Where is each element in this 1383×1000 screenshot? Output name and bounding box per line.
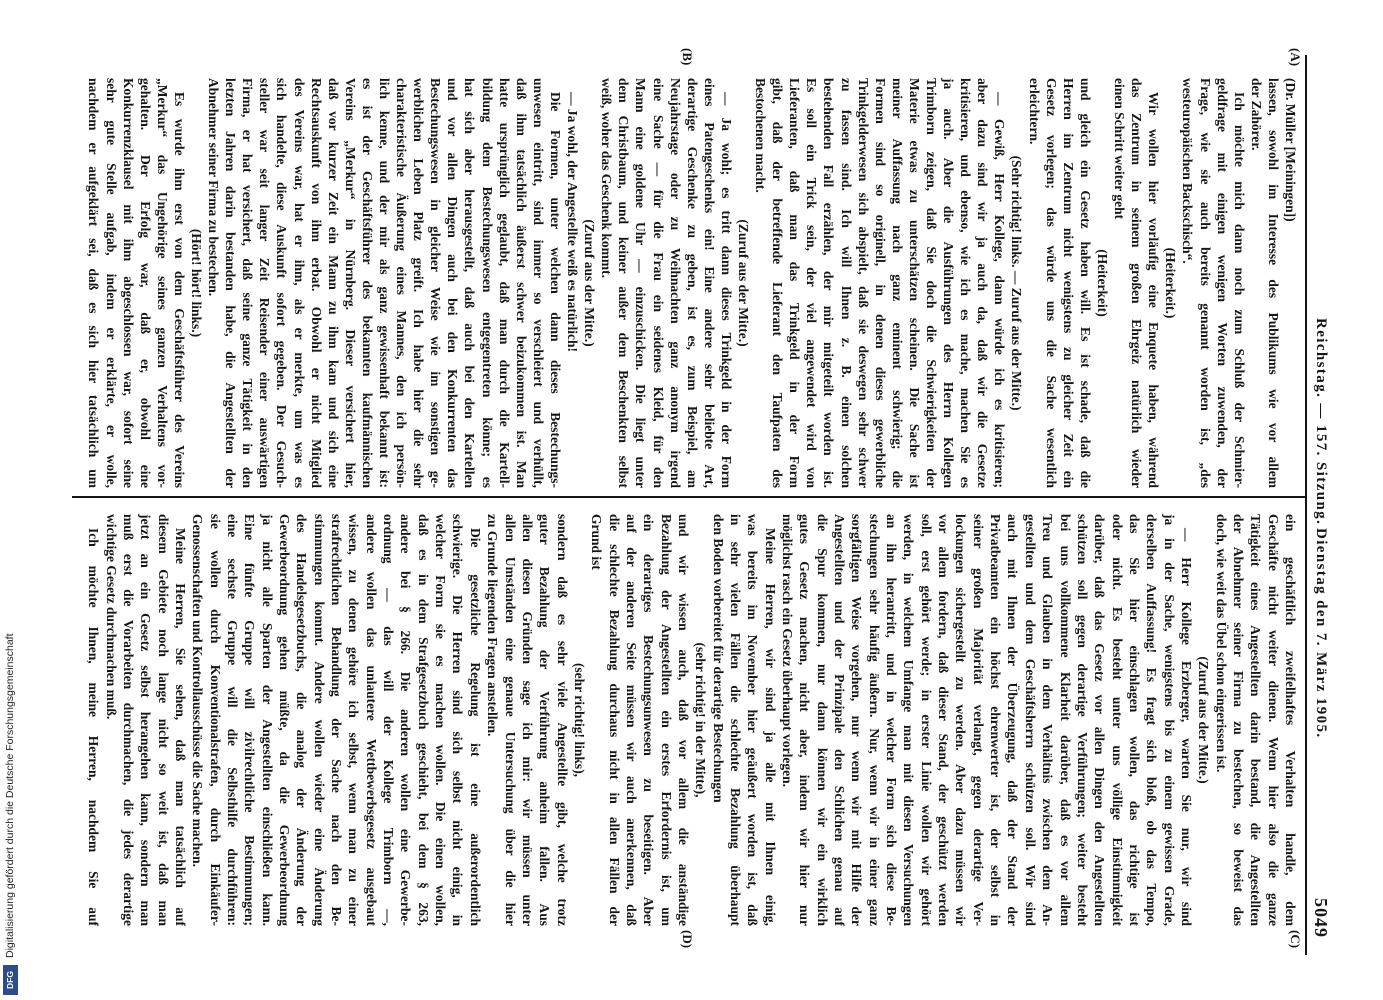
text-line: hatte ursprünglich geglaubt, daß man durch die Kartell- <box>496 78 512 488</box>
text-line: das Zentrum in seinem großen Ehrgeiz natürlich wieder <box>1129 78 1145 488</box>
text-line: Neujahrstage oder zu Weihnachten ganz anonym irgend <box>667 78 683 488</box>
text-line: Es soll ein Trick sein, der viel angewendet wird von <box>804 78 820 488</box>
text-line: diesem Gebiete noch lange nicht so weit ist, daß man <box>155 514 171 926</box>
text-line: Eine fünfte Gruppe will zivilrechtliche Bestimmungen; <box>242 514 258 926</box>
text-line: derselben Auffassung! Es fragt sich bloß, ob das Tempo, <box>1144 514 1160 926</box>
text-line: seiner großen Majorität verlangt, gegen derartige Ver- <box>970 514 986 926</box>
text-line: Bestochenen macht. <box>753 78 769 193</box>
text-line: derartige Geschenke zu geben, ist es, zum Beispiel, am <box>684 78 700 488</box>
text-line: Ich möchte mich dann noch zum Schluß der Schmier- <box>1231 92 1247 488</box>
text-line: weiß, woher das Geschenk kommt. <box>599 78 615 279</box>
interjection-line: (Hört! hört! links.) <box>189 228 204 338</box>
text-line: den Boden vorbereitet für derartige Bestechungen <box>710 514 726 803</box>
column-separator <box>72 496 1305 498</box>
text-line: an ihn herantritt, und in welcher Form sich diese Be- <box>884 514 900 926</box>
text-line: sorgfältigen Weise vorgehen, nur wenn wir mit Hilfe der <box>849 514 865 926</box>
text-line: Materie etwas zu unterschätzen scheinen. Die Sache ist <box>906 78 922 488</box>
text-line: vor allem fordern, daß dieser Stand, der geschützt werden <box>936 514 952 926</box>
text-line: einen Schritt weiter geht <box>1112 78 1128 220</box>
text-line: Wir wollen hier vorläufig eine Enquete haben, während <box>1146 92 1162 488</box>
text-line: doch, wie weit das Übel schon eingerissen ist. <box>1213 514 1229 773</box>
text-line: lassen, sowohl im Interesse des Publikums wie vor allem <box>1265 78 1281 488</box>
dfg-logo <box>3 965 18 995</box>
text-line: bei uns vollkommene Klarheit darüber, daß es vor allem <box>1057 514 1073 926</box>
text-line: Grund ist <box>589 514 605 570</box>
text-line: dem Christbaum, und keiner außer dem Beschenkten selbst <box>616 78 632 488</box>
text-line: daß vor kurzer Zeit ein Mann zu ihm kam und sich eine <box>325 78 341 488</box>
text-line: Treu und Glauben in dem Verhältnis zwischen dem An- <box>1040 514 1056 926</box>
text-line: darüber, daß das Gesetz vor allen Dingen den Angestellten <box>1092 514 1108 926</box>
text-line: was bereits im November hier geäußert worden ist, daß <box>745 514 761 926</box>
text-line: ordnung — das will der Kollege Trimborn —, <box>381 514 397 926</box>
text-line: ja nicht alle Sparten der Angestellten einschließen kann. <box>259 514 275 926</box>
text-line: schwierige. Die Herren sind sich selbst nicht einig, in <box>450 514 466 926</box>
text-line: Ich möchte Ihnen, meine Herren, nachdem Sie auf <box>86 528 102 926</box>
text-line: Lieferanten, daß man das Trinkgeld in der Form <box>787 78 803 488</box>
text-line: Frage, wie sie auch bereits genannt worden ist, „des <box>1197 78 1213 488</box>
text-line: und vor allen Dingen auch bei den Konkurrenten das <box>445 78 461 488</box>
text-line: daß es in dem Strafgesetzbuch geschieht, bei dem § 263, <box>415 514 431 926</box>
text-line: Formen sind so originell, in denen dieses gewerbliche <box>872 78 888 488</box>
text-line: es ist der Geschäftsführer des bekannten kaufmännischen <box>359 78 375 488</box>
text-line: Trimborn zeigen, daß Sie doch die Schwierigkeiten der <box>924 78 940 488</box>
text-line: hat sich aber herausgestellt, daß auch bei den Kartellen <box>462 78 478 488</box>
text-line: stechungen sehr häufig äußern. Nur, wenn wir in einer ganz <box>866 514 882 926</box>
text-line: Es wurde ihm erst von dem Geschäftsführer des Vereins <box>171 92 187 488</box>
text-line: kritisieren, und ebenso, wie ich es mache, machen Sie es <box>958 78 974 488</box>
text-line: sich handelte, diese Auskunft sofort gegeben. Der Gesuch- <box>274 78 290 488</box>
interjection-line: (Zuruf aus der Mitte.) <box>736 219 751 347</box>
text-line: unwesen eintritt, sind immer so verschleiert und verhüllt, <box>530 78 546 488</box>
interjection-line: (Zuruf aus der Mitte.) <box>1196 656 1212 784</box>
page-number: 5049 <box>1311 898 1331 938</box>
text-line: Herren im Zentrum nicht wenigstens zu gleicher Zeit ein <box>1060 78 1076 488</box>
margin-marker-b: (B) <box>680 48 695 66</box>
text-line: Gesetz vorlegen; das würde uns die Sache wesentlich <box>1043 78 1059 488</box>
text-line: gestellten und dem Geschäftsherrn schützen soll. Wir sind <box>1022 514 1038 926</box>
text-line: strafrechtlichen Behandlung der Sache nach den Be- <box>329 514 345 926</box>
margin-marker-a: (A) <box>1288 48 1303 67</box>
text-line: Meine Herren, wir sind ja alle mit Ihnen einig, <box>762 528 778 926</box>
text-line: andere wollen das unlautere Wettbewerbsgesetz ausgebaut <box>363 514 379 926</box>
text-line: in sehr vielen Fällen die schlechte Bezahlung überhaupt <box>728 514 743 926</box>
interjection-line: (Heiterkeit.) <box>1163 247 1179 319</box>
text-line: ein derartiges Bestechungsunwesen zu beseitigen. Aber <box>641 514 657 926</box>
text-line: charakteristische Äußerung eines Mannes, den ich persön- <box>394 78 410 488</box>
text-line: westeuropäischen Backschisch“. <box>1180 78 1196 264</box>
text-line: — Ja wohl; es tritt dann dieses Trinkgeld in der Form <box>718 92 734 488</box>
text-line: meiner Auffassung nach ganz eminent schwierig; die <box>889 78 905 488</box>
text-line: eine Sache — für die Frau ein seidenes Kleid, für den <box>650 78 666 488</box>
text-line: zu fassen sind. Ich will Ihnen z. B. einen solchen <box>838 78 854 488</box>
text-line: Mann eine goldene Uhr — einzuschicken. Die liegt unter <box>633 78 649 488</box>
text-line: und wir wissen auch, daß vor allem die anständige <box>675 514 691 926</box>
text-line: daß ihm tatsächlich äußerst schwer beizukommen ist. Man <box>513 78 529 488</box>
text-line: werblichen Leben Platz greift. Ich habe hier die sehr <box>411 78 427 488</box>
digitization-credit: Digitalisierung gefördert durch die Deutsche Forschungsgemeinschaft <box>4 633 16 958</box>
text-line: Konkurrenzklausel mit ihm abgeschlossen war, sofort seine <box>120 78 136 488</box>
text-line: Geschäfte nicht weiter dienen. Wenn hier also die ganze <box>1265 514 1281 926</box>
text-line: bestehenden Fall erzählen, der mir mitgeteilt worden ist. <box>821 78 837 488</box>
text-line: erleichtern. <box>1026 78 1042 145</box>
text-line: und gleich ein Gesetz haben will. Es ist schade, daß die <box>1077 78 1093 488</box>
interjection-line: (Heiterkeit) <box>1094 249 1110 317</box>
text-line: letzten Jahren darin bestanden habe, die Angestellten der <box>223 78 239 488</box>
header-rule <box>1305 55 1307 955</box>
text-line: Trinkgelderwesen sich abspielt, daß sie deswegen sehr schwer <box>855 78 871 488</box>
text-line: welcher Form sie es machen wollen. Die einen wollen, <box>433 514 449 926</box>
text-line: zu Grunde liegenden Fragen anstellen. <box>485 514 501 737</box>
text-line: Privatbeamten ein höchst ehrenwerter ist, der selbst in <box>988 514 1004 926</box>
text-line: allen Umständen eine genaue Untersuchung über die hier <box>502 514 518 926</box>
text-line: lockungen sichergestellt zu werden. Aber dazu müssen wir <box>953 514 969 926</box>
text-line: Vereins „Merkur“ in Nürnberg. Dieser versichert hier, <box>342 78 358 488</box>
text-line: eines Patengeschenks ein! Eine andere sehr beliebte Art, <box>701 78 717 488</box>
text-line: gutes Gesetz machen, nicht aber, indem wir hier nur <box>797 514 813 926</box>
text-line: sie wollen durch Konventionalstrafen, durch Einkäufer- <box>207 514 223 926</box>
text-line: andere bei § 266. Die anderen wollen eine Gewerbe- <box>398 514 414 926</box>
text-line: „Merkur“ das Ungehörige seines ganzen Verhaltens vor- <box>154 78 170 488</box>
text-line: muß erst die Vorarbeiten durchmachen, die jedes derartige <box>120 514 136 926</box>
text-line: wissen, zu denen gehöre ich selbst, wenn man zu einer <box>346 514 362 926</box>
text-line: gehalten. Der Erfolg war, daß er, obwohl eine <box>137 78 153 488</box>
margin-marker-c: (C) <box>1288 930 1303 949</box>
text-line: soll, erst gehört werde; in erster Linie wollen wir gehört <box>918 514 934 926</box>
text-line: lich kenne, und der mir als ganz gewissenhaft bekannt ist: <box>377 78 393 488</box>
text-line: nachdem er aufgeklärt sei, daß es sich hier tatsächlich um <box>86 78 102 488</box>
text-line: ein geschäftlich zweifelhaftes Verhalten handle, dem <box>1283 514 1298 926</box>
text-line: — Herr Kollege Erzberger, warten Sie nur, wir sind <box>1178 528 1194 926</box>
text-line: Meine Herren, Sie sehen, daß man tatsächlich auf <box>173 528 188 926</box>
text-line: wichtige Gesetz durchmachen muß. <box>103 514 119 720</box>
text-line: des Vereins war, hat er ihm, als er merkte, um was es <box>291 78 307 488</box>
margin-marker-d: (D) <box>680 930 695 949</box>
text-line: steller war seit langer Zeit Reisender einer auswärtigen <box>257 78 273 488</box>
text-line: das Sie hier einschlagen wollen, das richtige ist <box>1126 514 1142 926</box>
text-line: werden, in welchem Umfange man mit diesen Versuchungen <box>901 514 917 926</box>
text-line: schützen soll gegen derartige Verführungen; weiter besteht <box>1074 514 1090 926</box>
text-line: ja auch. Aber die Ausführungen des Herrn Kollegen <box>941 78 957 488</box>
interjection-line: (sehr richtig! links), <box>571 662 587 778</box>
text-line: Bezahlung der Angestellten ein erstes Erfordernis ist, um <box>658 514 674 926</box>
text-line: Firma, er hat versichert, daß seine ganze Tätigkeit in den <box>240 78 256 488</box>
text-line: — Gewiß, Herr Kollege, dann würde ich es kritisieren; <box>992 92 1008 488</box>
text-line: aber dazu sind wir ja auch da, daß wir die Gesetze <box>975 78 991 488</box>
text-line: geldfrage mit einigen wenigen Worten zuwenden, der <box>1214 78 1230 488</box>
text-line: die Spur kommen, nur dann können wir ein wirklich <box>814 514 830 926</box>
interjection-line: (Zuruf aus der Mitte.) <box>582 219 598 347</box>
text-line: Angestellten und der Prinzipale den Schlichen genau auf <box>832 514 848 926</box>
text-line: Die Formen, unter welchen dann dieses Bestechungs- <box>547 92 563 488</box>
interjection-line: (sehr richtig! in der Mitte), <box>693 642 709 798</box>
running-header-date: Dienstag den 7. März 1905. <box>1313 528 1329 739</box>
text-line: jetzt an ein Gesetz selbst herangehen kann, sondern man <box>138 514 154 926</box>
running-header-session: Reichstag. — 157. Sitzung. <box>1313 318 1329 526</box>
text-line: oder nicht. Es besteht unter uns völlige Einstimmigkeit <box>1109 514 1125 926</box>
text-line: der Zahörer. <box>1248 78 1264 151</box>
text-line: Tätigkeit eines Angestellten darin bestand, die Angestellten <box>1248 514 1264 926</box>
text-line: allen diesen Gründen sage ich mir: wir müssen unter <box>519 514 535 926</box>
text-line: eine sechste Gruppe will die Selbsthilfe durchführen: <box>225 514 241 926</box>
text-line: Die gesetzliche Regelung ist eine außerordentlich <box>467 528 483 926</box>
text-line: der Abnehmer seiner Firma zu bestechen, so beweist das <box>1230 514 1246 926</box>
interjection-line: (Sehr richtig! links. — Zuruf aus der Mitte.) <box>1009 155 1025 411</box>
text-line: Genossenschaften und Kontrollausschüsse die Sache machen. <box>190 514 206 868</box>
text-line: gibt, daß der betreffende Lieferant den Taufpaten des <box>770 78 786 488</box>
dfg-logo-text: DFG <box>5 971 15 989</box>
speaker-line: (Dr. Müller [Meiningen]) <box>1283 78 1298 222</box>
text-line: sehr gute Stelle aufgab, indem er erklärte, er wolle, <box>103 78 119 488</box>
text-line: auf der anderen Seite müssen wir auch anerkennen, daß <box>623 514 639 926</box>
text-line: bildung dem Bestechungswesen entgegentreten könne; es <box>479 78 495 488</box>
text-line: des Handelsgesetzbuchs, die analog der Änderung der <box>294 514 310 926</box>
text-line: Bestechungswesen in gleicher Weise wie im sonstigen ge- <box>428 78 444 488</box>
text-line: die schlechte Bezahlung durchaus nicht in allen Fällen der <box>606 514 622 926</box>
text-line: stimmungen kommt. Andere wollen wieder eine Änderung <box>311 514 327 926</box>
text-line: Abnehmer seiner Firma zu bestechen. <box>206 78 222 297</box>
text-column-right <box>85 514 1299 926</box>
text-column-left <box>85 78 1299 488</box>
text-line: guter Bezahlung der Verführung anheim fallen. Aus <box>537 514 553 926</box>
text-line: — Ja wohl, der Angestellte weiß es natürlich! <box>565 92 581 352</box>
text-line: auch mit Ihnen der Überzeugung, daß der Stand der <box>1005 514 1021 926</box>
text-line: möglichst rasch ein Gesetz überhaupt vorlegen. <box>780 514 796 787</box>
text-line: ja in der Sache, wenigstens bis zu einem gewissen Grade, <box>1161 514 1177 926</box>
text-line: sondern daß es sehr viele Angestellte gibt, welche trotz <box>554 514 570 926</box>
text-line: Gewerbeordnung gehen müßte, da die Gewerbeordnung <box>277 514 293 926</box>
text-line: Rechtsauskunft von ihm erbat. Obwohl er nicht Mitglied <box>308 78 324 488</box>
